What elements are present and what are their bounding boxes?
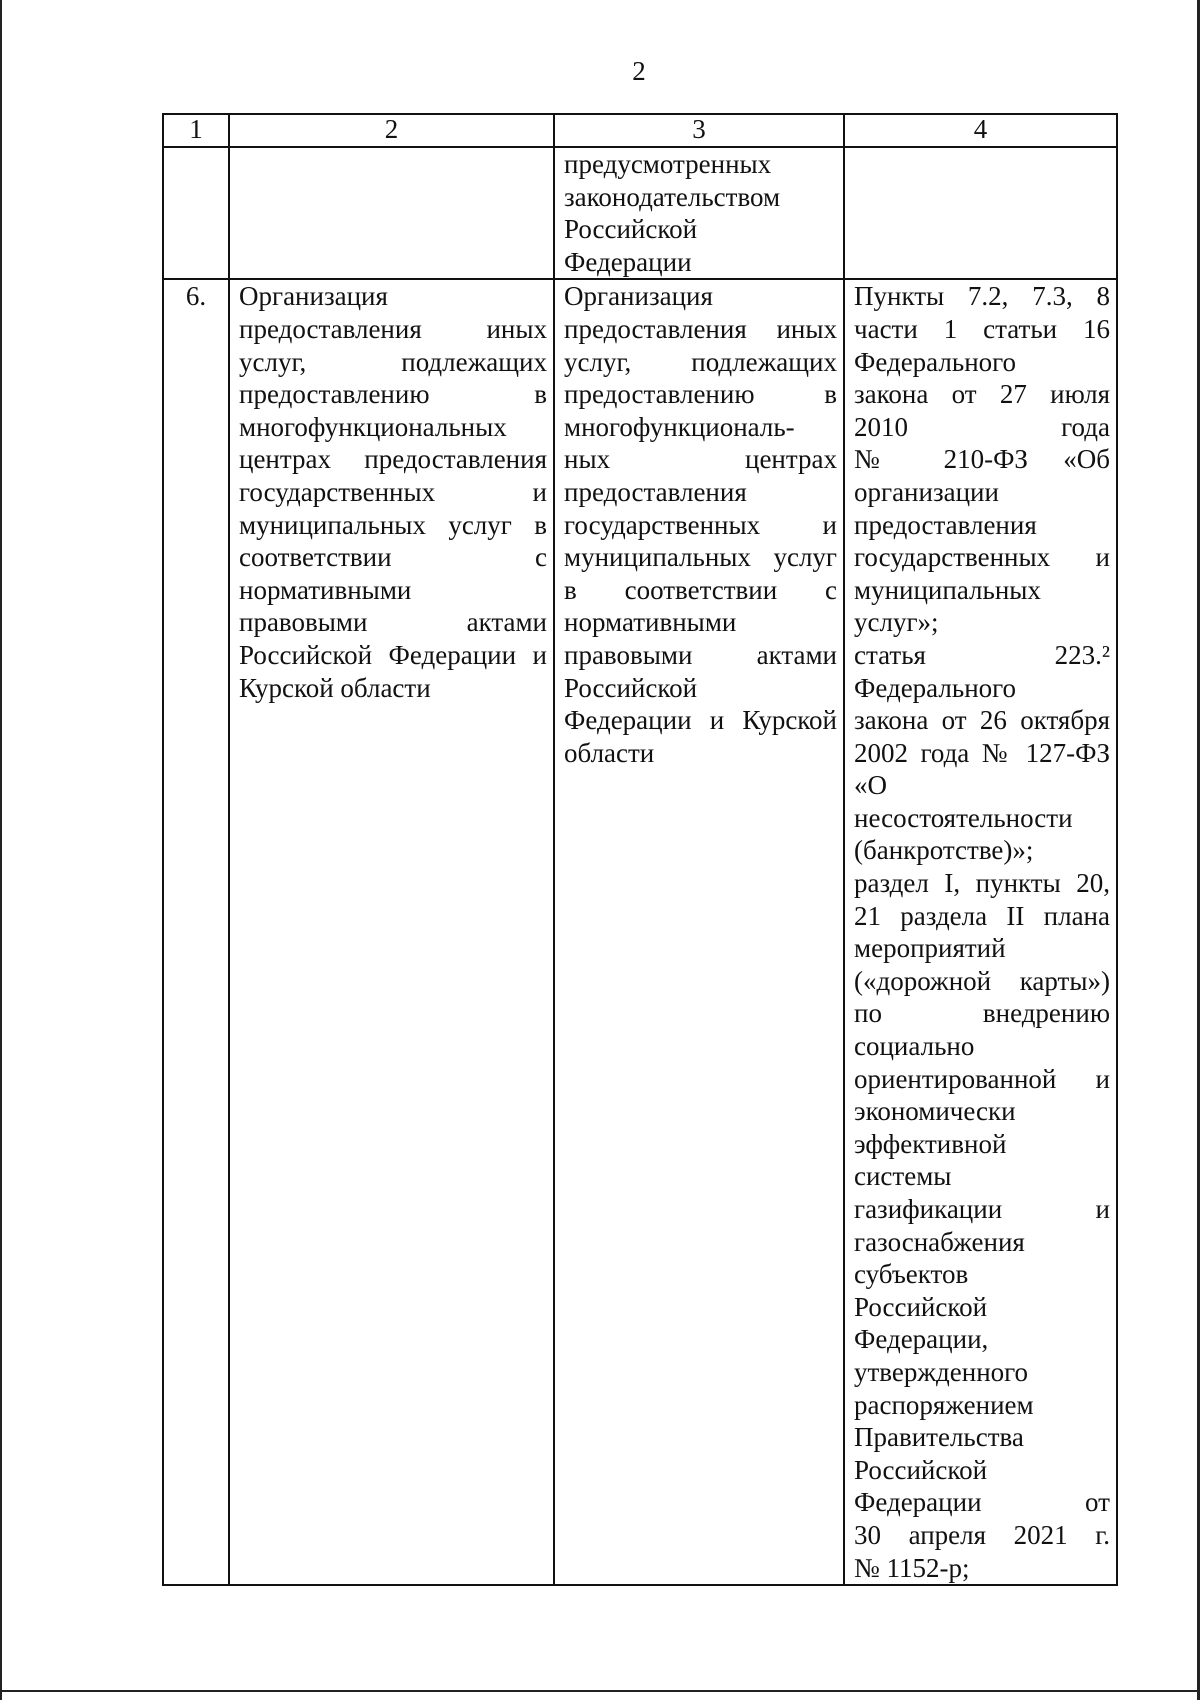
cell-line: «О [854,770,887,801]
cell-line: Федерации и Курской [564,705,837,736]
row-continuation-cell-3 [554,147,844,279]
cell-line: Федерации [564,246,692,277]
cell-line: государственных и [854,542,1110,573]
header-cell-1: 1 [163,114,229,147]
page-edge-bottom [0,1690,1200,1692]
cell-line: Российской [564,672,698,703]
row-continuation-cell-2 [229,147,554,279]
cell-line: Российской [854,1454,988,1485]
cell-line: услуг, подлежащих [239,346,547,377]
row-6-description-cell [554,279,844,1585]
cell-line: Курской области [239,672,431,703]
cell-line: центрах предоставления [239,444,547,475]
cell-line: закона от 27 июля [854,379,1110,410]
cell-line: предоставления иных [564,313,837,344]
cell-line: ных центрах [564,444,837,475]
cell-line: Федерального [854,672,1017,703]
cell-line: эффективной [854,1128,1007,1159]
row-continuation-cell-1 [163,147,229,279]
cell-line: законодательством [564,181,781,212]
cell-line: № 1152-р; [854,1552,970,1583]
cell-line: закона от 26 октября [854,705,1110,736]
row-6-number-cell [163,279,229,1585]
cell-line: ориентированной и [854,1063,1110,1094]
cell-line: мероприятий [854,933,1006,964]
cell-line: газоснабжения [854,1226,1025,1257]
cell-line: социально [854,1031,975,1062]
cell-line: многофункциональ- [564,411,795,442]
cell-line: Федерального [854,346,1017,377]
table-row-6 [163,279,1117,1585]
cell-line: Федерации, [854,1324,989,1355]
row-6-legal-basis-cell [844,279,1117,1585]
cell-line: 21 раздела II плана [854,900,1110,931]
cell-line: Правительства [854,1422,1024,1453]
cell-line: предоставлению в [564,379,837,410]
cell-line: части 1 статьи 16 [854,313,1110,344]
row-continuation-cell-4 [844,147,1117,279]
cell-line: системы [854,1161,952,1192]
cell-line: Российской [854,1291,988,1322]
cell-line: предоставления [854,509,1037,540]
cell-line: статья 223.² [854,639,1110,670]
cell-line: 30 апреля 2021 г. [854,1519,1110,1550]
cell-line: субъектов [854,1259,969,1290]
cell-line: газификации и [854,1194,1110,1224]
cell-line: несостоятельности [854,802,1073,833]
cell-line: Российской Федерации и [239,639,547,670]
cell-line: области [564,737,655,768]
header-cell-2: 2 [229,114,554,147]
cell-line: Организация [564,281,713,312]
cell-line: правовыми актами [239,607,547,638]
cell-line: государственных и [564,509,837,540]
table-header-row [163,114,1117,147]
cell-line: услуг»; [854,607,939,638]
cell-line: Федерации от [854,1487,1110,1518]
cell-line: муниципальных [854,574,1041,605]
cell-line: по внедрению [854,998,1110,1029]
cell-line: 2010 года [854,411,1110,442]
cell-line: предусмотренных [564,149,772,179]
page-number: 2 [632,56,646,86]
cell-line: правовыми актами [564,639,837,670]
cell-line: Организация [239,281,388,312]
cell-line: № 210-ФЗ «Об [854,444,1110,475]
cell-line: муниципальных услуг [564,542,837,573]
cell-line: предоставлению в [239,379,547,410]
cell-line: 2002 года № 127-ФЗ [854,737,1110,768]
cell-line: в соответствии с [564,574,837,605]
cell-line: 6. [185,281,207,312]
cell-line: («дорожной карты») [854,965,1110,996]
cell-line: нормативными [564,607,737,638]
cell-line: услуг, подлежащих [564,346,837,377]
table-row-continuation [163,147,1117,279]
row-6-name-cell [229,279,554,1585]
cell-line: соответствии с [239,542,547,573]
cell-line: организации [854,476,999,507]
cell-line: (банкротстве)»; [854,835,1034,866]
cell-line: распоряжением [854,1389,1034,1420]
header-cell-3: 3 [554,114,844,147]
cell-line: многофункциональных [239,411,507,442]
cell-line: утвержденного [854,1356,1029,1387]
cell-line: экономически [854,1096,1016,1127]
cell-line: Пункты 7.2, 7.3, 8 [854,281,1110,312]
cell-line: предоставления [564,476,747,507]
cell-line: раздел I, пункты 20, [854,868,1110,899]
cell-line: государственных и [239,476,547,507]
cell-line: муниципальных услуг в [239,509,547,540]
header-cell-4: 4 [844,114,1117,147]
cell-line: нормативными [239,574,412,605]
document-table [162,113,1118,1586]
cell-line: Российской [564,214,698,245]
cell-line: предоставления иных [239,313,547,344]
page-edge-left [0,0,2,1700]
